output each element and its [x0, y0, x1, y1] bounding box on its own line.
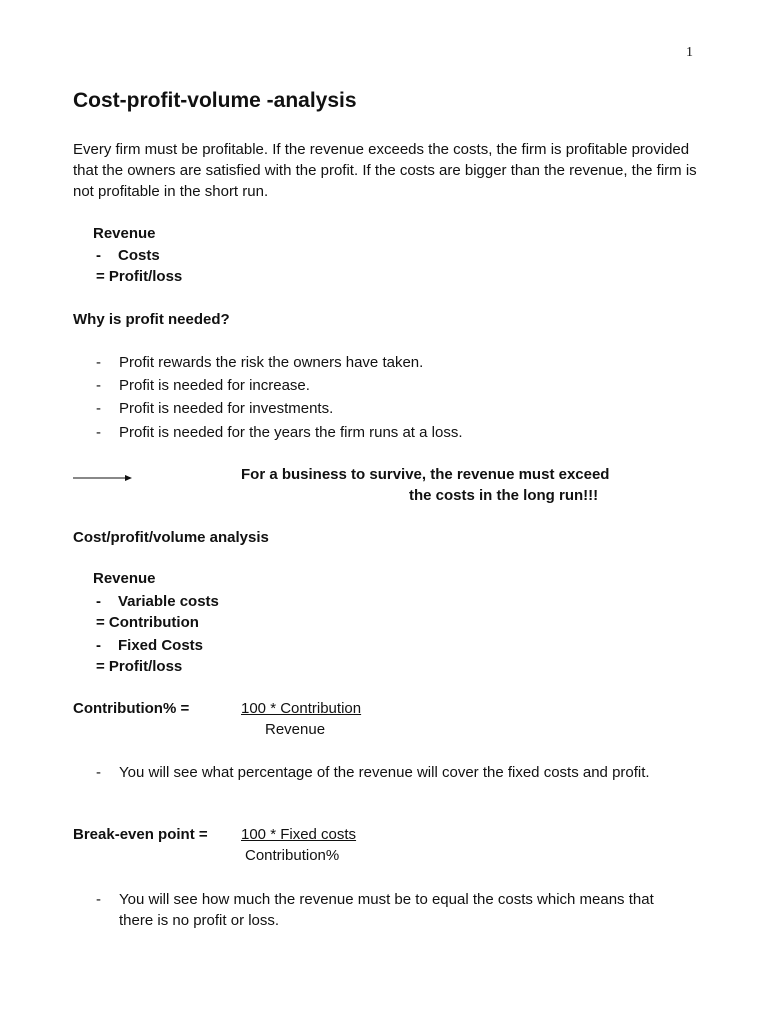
list-item-text: Profit rewards the risk the owners have taken. — [119, 354, 424, 371]
calc2-dash: - — [96, 593, 101, 610]
calc2-revenue: Revenue — [93, 570, 156, 587]
list-item-text: Profit is needed for the years the firm runs at a loss. — [119, 424, 463, 441]
list-item: - Profit rewards the risk the owners have taken. — [96, 354, 424, 371]
calc1-costs-row — [96, 245, 160, 266]
breakeven-label: Break-even point = — [73, 826, 208, 843]
calc2-variable-row — [96, 591, 219, 612]
list-item: - Profit is needed for the years the firm runs at a loss. — [96, 424, 463, 441]
calc2-contribution: = Contribution — [96, 614, 199, 631]
calc1-dash: - — [96, 247, 101, 264]
calc1-revenue: Revenue — [93, 225, 156, 242]
calc2-fixed: Fixed Costs — [118, 637, 204, 654]
contribution-numerator: 100 * Contribution — [241, 700, 362, 717]
calc2-variable: Variable costs — [118, 593, 219, 610]
list-item: - Profit is needed for investments. — [96, 400, 334, 417]
contribution-label: Contribution% = — [73, 700, 190, 717]
contribution-denominator: Revenue — [265, 721, 326, 738]
arrow-right-icon — [73, 472, 133, 484]
breakeven-numerator: 100 * Fixed costs — [241, 826, 357, 843]
page-number: 1 — [686, 45, 693, 60]
calc2-dash: - — [96, 637, 101, 654]
contribution-note-text: You will see what percentage of the revenue will cover the fixed costs and profit. — [119, 764, 650, 781]
intro-paragraph: Every firm must be profitable. If the revenue exceeds the costs, the firm is profitable provided that the owners are satisfied with the profit. If the costs are bigger than the revenue, the firm is not profitable in the short run. — [73, 141, 697, 200]
list-item-text: Profit is needed for increase. — [119, 377, 310, 394]
list-item-text: Profit is needed for investments. — [119, 400, 334, 417]
calc2-fixed-row — [96, 635, 203, 656]
list-item: - Profit is needed for increase. — [96, 377, 310, 394]
breakeven-denominator: Contribution% — [245, 847, 340, 864]
breakeven-note-text: You will see how much the revenue must be to equal the costs which means that there is no profit or loss. — [119, 891, 654, 929]
page-title: Cost-profit-volume -analysis — [73, 89, 357, 112]
breakeven-note: - You will see how much the revenue must be to equal the costs which means that there is no profit or loss. — [96, 889, 676, 931]
calc1-result: = Profit/loss — [96, 268, 183, 285]
why-heading: Why is profit needed? — [73, 311, 230, 328]
callout-line2: the costs in the long run!!! — [409, 487, 599, 504]
contribution-note: - You will see what percentage of the revenue will cover the fixed costs and profit. — [96, 762, 676, 783]
calc2-result: = Profit/loss — [96, 658, 183, 675]
calc1-costs: Costs — [118, 247, 160, 264]
cpv-heading: Cost/profit/volume analysis — [73, 529, 269, 546]
callout-line1: For a business to survive, the revenue must exceed — [241, 466, 610, 483]
